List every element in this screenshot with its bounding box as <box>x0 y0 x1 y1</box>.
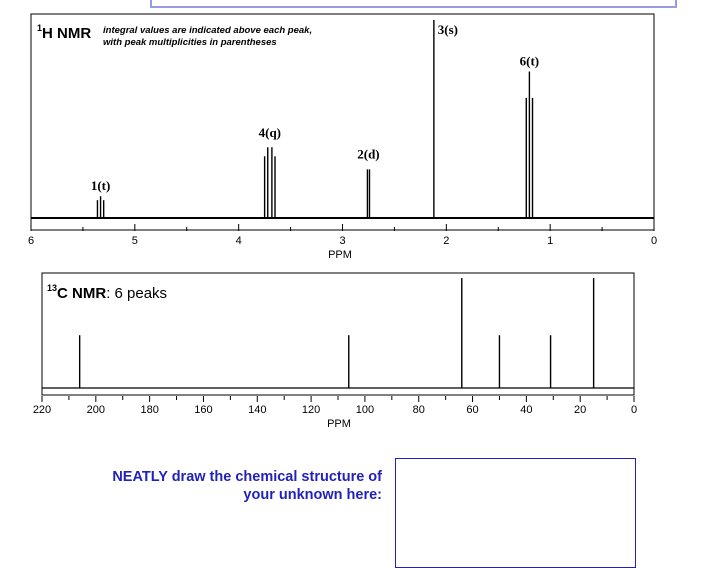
h-nmr-peak-label: 1(t) <box>90 178 111 194</box>
h-nmr-tick-label: 5 <box>131 235 138 247</box>
c-nmr-tick-label: 20 <box>574 404 587 416</box>
c-nmr-tick-label: 100 <box>355 404 375 416</box>
h-nmr-note-1: integral values are indicated above each peak, <box>103 25 313 36</box>
c-nmr-title-super: 13 <box>47 283 58 293</box>
c-nmr-tick-label: 0 <box>630 404 638 416</box>
draw-structure-prompt <box>60 468 382 504</box>
h-nmr-peak-label: 4(q) <box>258 124 282 140</box>
h-nmr-tick-label: 6 <box>27 235 35 247</box>
h-nmr-title <box>37 23 91 42</box>
c-nmr-tick-label: 200 <box>86 404 105 416</box>
c-nmr-title <box>47 283 167 302</box>
h-nmr-tick-label: 1 <box>547 235 554 247</box>
prompt-line-2: your unknown here: <box>243 487 382 503</box>
h-nmr-peak-label: 3(s) <box>437 22 458 37</box>
prompt-line-1: NEATLY draw the chemical structure of <box>112 469 382 485</box>
h-nmr-note-2: with peak multiplicities in parentheses <box>103 37 277 48</box>
h-nmr-title-main: H NMR <box>42 25 92 42</box>
h-nmr-tick-label: 3 <box>339 235 346 247</box>
h-nmr-tick-label: 2 <box>443 235 450 247</box>
c-nmr-tick-label: 60 <box>466 404 479 416</box>
c-nmr-tick-label: 40 <box>520 404 533 416</box>
c-nmr-tick-label: 160 <box>194 404 213 416</box>
h-nmr-tick-label: 0 <box>650 235 658 247</box>
c-nmr-title-rest: : 6 peaks <box>106 285 168 302</box>
h-nmr-tick-label: 4 <box>235 235 242 247</box>
c-nmr-axis-label: PPM <box>327 418 351 430</box>
c-nmr-tick-label: 80 <box>412 404 425 416</box>
c-nmr-tick-label: 120 <box>301 404 321 416</box>
c-nmr-title-main: C NMR <box>57 285 107 302</box>
structure-drawing-area[interactable] <box>395 458 636 568</box>
h-nmr-title-super: 1 <box>37 23 43 33</box>
h-nmr-plot <box>28 20 657 247</box>
c-nmr-tick-label: 220 <box>32 404 52 416</box>
h-nmr-peak-label: 2(d) <box>357 146 380 162</box>
c-nmr-tick-label: 140 <box>248 404 267 416</box>
h-nmr-axis-label: PPM <box>328 249 352 261</box>
h-nmr-peak-label: 6(t) <box>519 53 540 69</box>
c-nmr-tick-label: 180 <box>140 404 159 416</box>
